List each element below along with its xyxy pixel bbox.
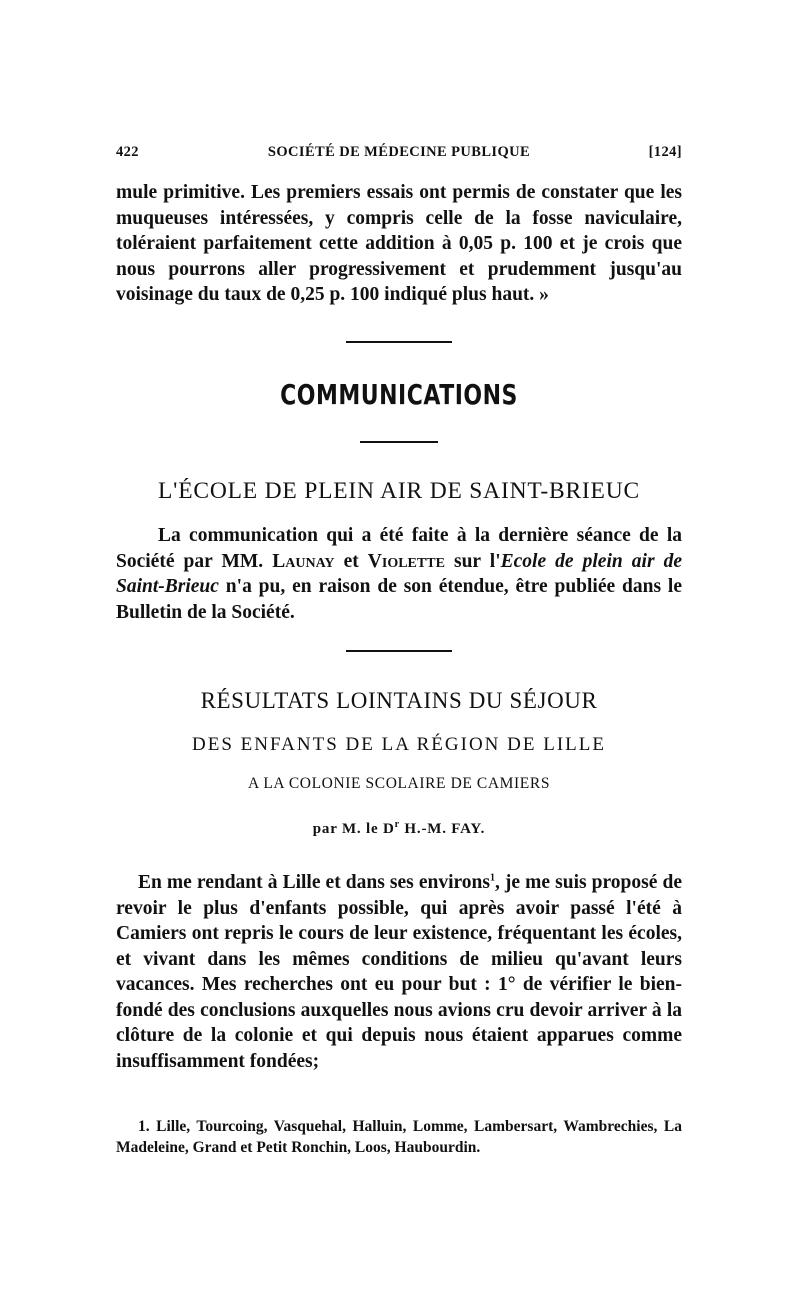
- article-title: L'ÉCOLE DE PLEIN AIR DE SAINT-BRIEUC: [158, 478, 640, 504]
- footnote-ref: 1: [489, 872, 495, 884]
- italic-title: Ecole de plein air de Saint-Brieuc: [116, 550, 682, 597]
- running-title: SOCIÉTÉ DE MÉDECINE PUBLIQUE: [267, 144, 531, 160]
- article-paragraph: [116, 870, 682, 1074]
- folio-number: [124]: [648, 144, 682, 160]
- article-paragraph: [116, 523, 682, 625]
- page-number: 422: [116, 144, 139, 160]
- author-name: Violette: [367, 550, 445, 572]
- article-subtitle-line: A LA COLONIE SCOLAIRE DE CAMIERS: [247, 775, 551, 792]
- divider-rule: [346, 341, 452, 343]
- footnote: [116, 1116, 682, 1158]
- paragraph-text: En me rendant à Lille et dans ses environs: [138, 872, 490, 893]
- divider-rule: [346, 650, 452, 652]
- section-heading: COMMUNICATIONS: [280, 380, 518, 412]
- author-byline: [116, 821, 682, 838]
- paragraph-text: , je me suis proposé de revoir le plus d'enfants possible, qui après avoir passé l'été à Camiers ont repris le cours de leur existence, fréquentant les écoles, et vivant dans les mêmes conditions de milieu qu'avant leurs vacances. Mes recherches ont eu pour but : 1° de vérifier le bien-fondé des conclusions auxquelles nous avions cru devoir arriver à la clôture de la colonie et qui depuis nous étaient apparues comme insuffisamment fondées;: [116, 872, 682, 1072]
- byline-superscript: r: [394, 819, 400, 830]
- footnote-text: 1. Lille, Tourcoing, Vasquehal, Halluin, Lomme, Lambersart, Wambrechies, La Madeleine, Grand et Petit Ronchin, Loos, Haubourdin.: [116, 1117, 682, 1156]
- running-header: [116, 144, 682, 164]
- author-name: Launay: [272, 550, 335, 572]
- paragraph-text: n'a pu, en raison de son étendue, être publiée dans le Bulletin de la Société.: [116, 576, 682, 623]
- paragraph-text: La communication qui a été faite à la dernière séance de la Société par MM.: [116, 525, 682, 572]
- divider-rule: [360, 441, 438, 443]
- paragraph-text: sur l': [444, 550, 501, 572]
- byline-text: par M. le D: [312, 821, 395, 837]
- byline-text: H.-M. FAY.: [399, 821, 486, 837]
- article-title-line: RÉSULTATS LOINTAINS DU SÉJOUR: [200, 688, 598, 713]
- article-subtitle-line: DES ENFANTS DE LA RÉGION DE LILLE: [192, 734, 606, 755]
- intro-paragraph: mule primitive. Les premiers essais ont permis de constater que les muqueuses intéressées, y compris celle de la fosse naviculaire, toléraient parfaitement cette addition à 0,05 p. 100 et je crois que nous pourrons aller progressivement et prudemment jusqu'au voisinage du taux de 0,25 p. 100 indiqué plus haut. »: [116, 182, 682, 305]
- paragraph-text: et: [334, 550, 368, 572]
